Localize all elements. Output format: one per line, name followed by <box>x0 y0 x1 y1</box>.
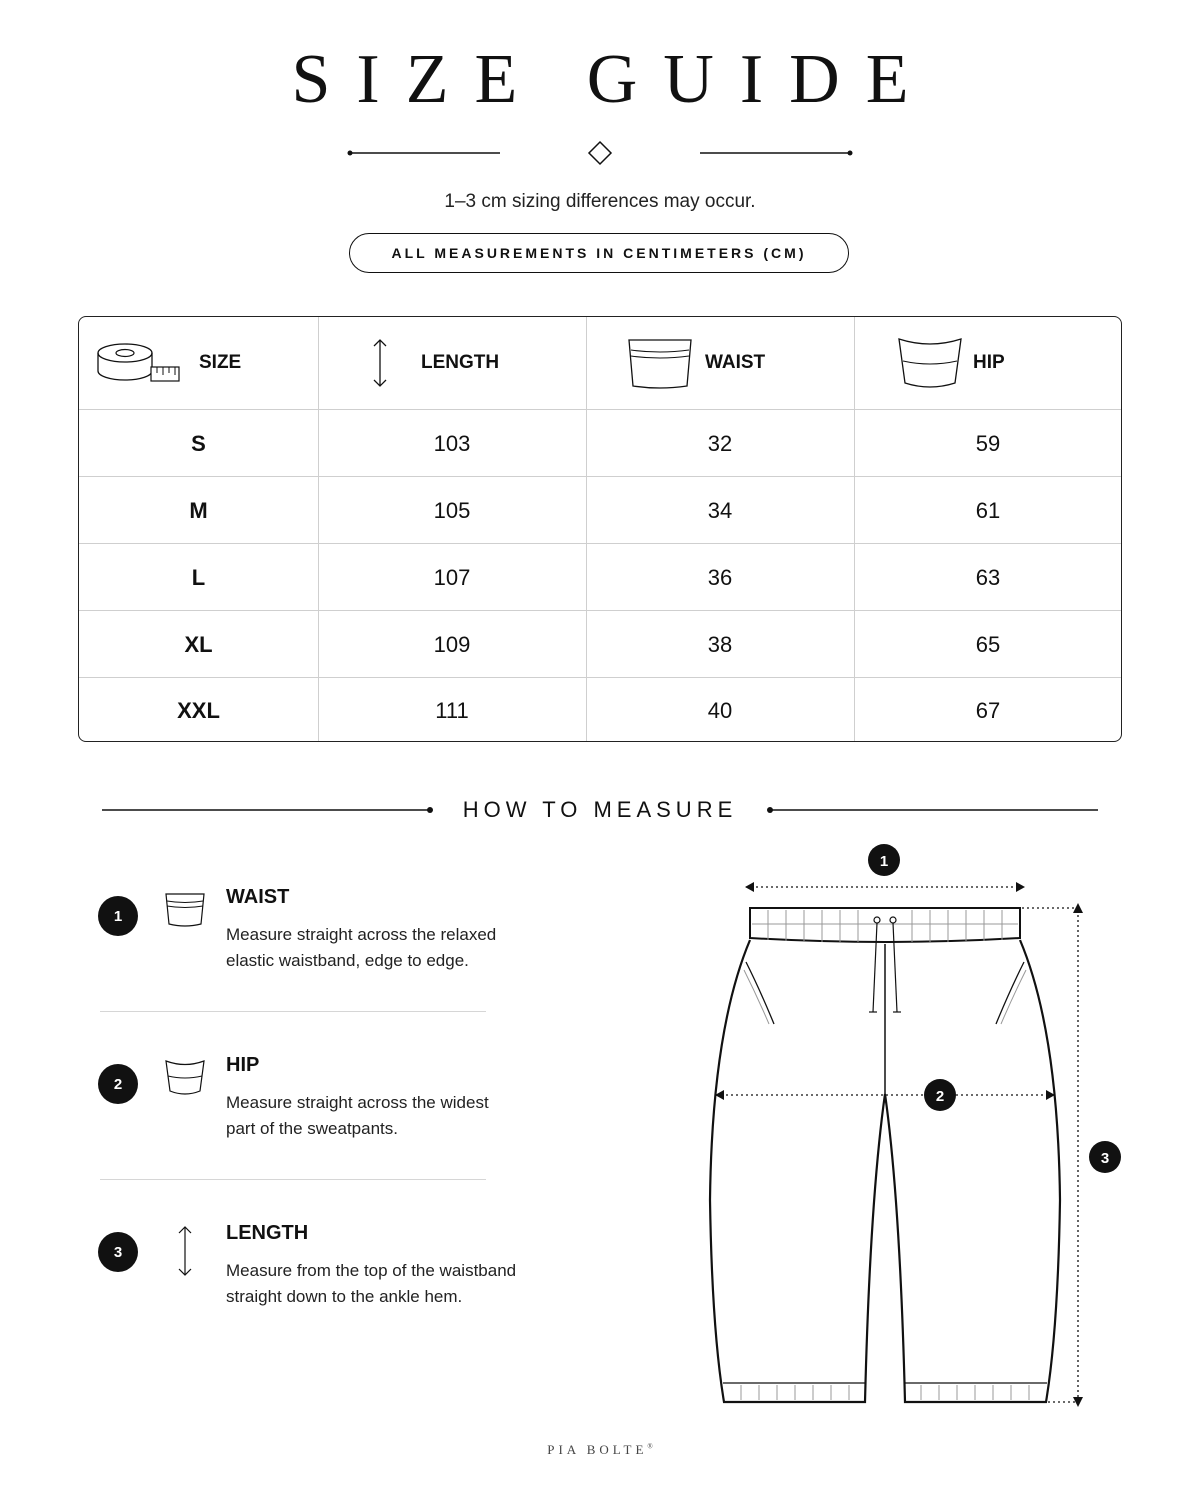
step-2-desc-line-1: Measure straight across the widest <box>226 1093 489 1112</box>
header-size <box>97 317 317 409</box>
step-3-badge: 3 <box>98 1232 138 1272</box>
size-cell: M <box>189 497 208 523</box>
waist-cell: 40 <box>707 698 733 723</box>
brand-name: PIA BOLTE <box>547 1442 648 1457</box>
vertical-arrow-icon <box>174 1224 196 1278</box>
length-cell: 105 <box>433 497 471 523</box>
header-length <box>369 317 579 409</box>
waistband-icon <box>164 891 206 929</box>
waist-cell: 32 <box>707 430 733 456</box>
length-cell: 111 <box>435 698 469 723</box>
sweatpants-diagram <box>690 840 1130 1420</box>
how-to-measure-title: HOW TO MEASURE <box>462 797 738 822</box>
units-badge: ALL MEASUREMENTS IN CENTIMETERS (CM) <box>349 233 849 273</box>
header-length-label: LENGTH <box>421 352 500 373</box>
hip-cell: 63 <box>975 564 1001 590</box>
hip-cell: 61 <box>975 497 1001 523</box>
hip-cell: 65 <box>975 631 1001 657</box>
hip-marker-label: 2 <box>935 1088 945 1105</box>
table-row <box>79 543 1122 611</box>
length-cell: 109 <box>433 631 471 657</box>
size-table <box>78 316 1122 742</box>
diamond-icon <box>589 142 611 164</box>
header-waist-label: WAIST <box>705 352 766 373</box>
brand-mark: ® <box>647 1442 653 1451</box>
step-separator <box>100 1179 486 1180</box>
table-row <box>79 476 1122 544</box>
brand-logo <box>0 1442 1200 1458</box>
step-1-desc-line-2: elastic waistband, edge to edge. <box>226 951 469 970</box>
step-1-title: WAIST <box>226 886 290 908</box>
header-waist <box>627 317 847 409</box>
header-size-label: SIZE <box>199 352 242 373</box>
step-2-description <box>226 1090 556 1142</box>
vertical-arrow-icon <box>369 337 391 389</box>
step-2-badge: 2 <box>98 1064 138 1104</box>
hip-icon <box>164 1058 206 1098</box>
header-hip-label: HIP <box>973 352 1005 373</box>
hip-cell: 59 <box>975 430 1001 456</box>
table-row <box>79 677 1122 742</box>
step-2-desc-line-2: part of the sweatpants. <box>226 1119 398 1138</box>
size-cell: XXL <box>177 698 220 723</box>
waistband-icon <box>627 336 693 390</box>
size-cell: L <box>191 564 206 590</box>
hip-icon <box>897 335 963 391</box>
length-cell: 103 <box>433 430 471 456</box>
size-cell: S <box>191 430 206 456</box>
step-3-title: LENGTH <box>226 1222 309 1244</box>
length-marker-label: 3 <box>1100 1150 1110 1167</box>
step-separator <box>100 1011 486 1012</box>
measuring-tape-icon <box>97 341 181 385</box>
waist-cell: 34 <box>707 497 733 523</box>
page-title: SIZE GUIDE <box>291 41 935 118</box>
step-3-desc-line-2: straight down to the ankle hem. <box>226 1287 463 1306</box>
length-cell: 107 <box>433 564 471 590</box>
step-1-badge: 1 <box>98 896 138 936</box>
header-hip <box>897 317 1117 409</box>
step-1-desc-line-1: Measure straight across the relaxed <box>226 925 497 944</box>
table-header-row <box>79 317 1122 409</box>
step-2-title: HIP <box>226 1054 260 1076</box>
title-divider <box>340 138 860 168</box>
step-1-description <box>226 922 556 974</box>
waist-cell: 38 <box>707 631 733 657</box>
table-row <box>79 610 1122 678</box>
step-3-description <box>226 1258 586 1310</box>
sizing-note: 1–3 cm sizing differences may occur. <box>444 191 756 212</box>
size-cell: XL <box>184 631 213 657</box>
hip-cell: 67 <box>975 698 1001 723</box>
waist-cell: 36 <box>707 564 733 590</box>
step-3-desc-line-1: Measure from the top of the waistband <box>226 1261 517 1280</box>
table-row <box>79 409 1122 477</box>
waist-marker-label: 1 <box>879 853 889 870</box>
